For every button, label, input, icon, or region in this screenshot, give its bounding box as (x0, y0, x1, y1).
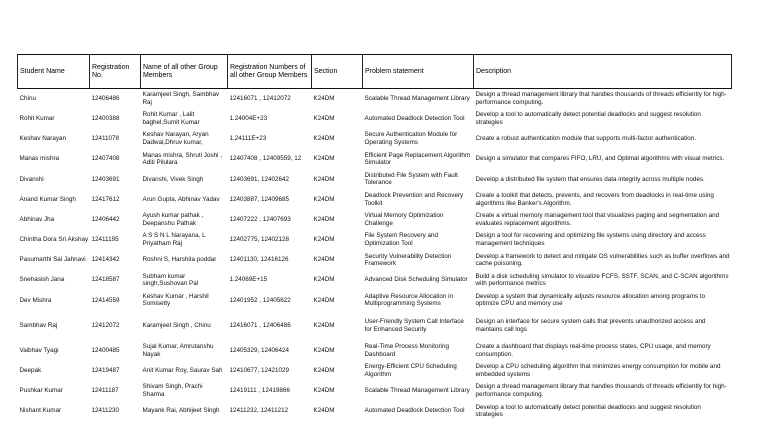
table-row (18, 129, 732, 149)
cell-group-registration-numbers: 12407408 , 12409559, 12 (229, 155, 302, 163)
cell-group-members: Subham kumar singh,Sushovan Pal (142, 272, 199, 288)
cell-registration-no: 12418587 (91, 276, 120, 284)
cell-group-registration-numbers: 12419111 , 12419866 (229, 387, 290, 395)
cell-registration-no: 12411078 (91, 135, 120, 143)
cell-description: Develop a CPU scheduling algorithm that minimizes energy consumption for mobile and embedded systems (475, 363, 721, 378)
cell-group-members: Divanshi, Vivek Singh (142, 175, 204, 183)
cell-section: K24DM (313, 367, 335, 375)
cell-student-name: Anand Kumar Singh (19, 195, 76, 203)
cell-group-registration-numbers: 1.24004E+23 (229, 114, 268, 122)
cell-problem-statement: Secure Authentication Module for Operating Systems (364, 131, 458, 146)
cell-description: Design an interface for secure system calls that prevents unauthorized access and maintains call logs (475, 317, 706, 333)
cell-student-name: Nishant Kumar (19, 407, 62, 415)
table-row (18, 401, 732, 421)
cell-group-registration-numbers: 12401952 , 12405622 (229, 296, 291, 304)
cell-group-registration-numbers: 12411232, 12411212 (229, 407, 289, 415)
table-row (18, 311, 732, 341)
cell-registration-no: 12411230 (91, 407, 120, 415)
header-group-registration-numbers: Registration Numbers of all other Group Members (228, 55, 312, 89)
cell-group-members: Mayank Rai, Abhijeet Singh (142, 407, 220, 415)
cell-section: K24DM (313, 95, 335, 103)
cell-group-registration-numbers: 12410677, 12421029 (229, 367, 290, 375)
cell-group-members: Karamjeet Singh, Sambhav Raj (142, 91, 220, 106)
cell-registration-no: 12411187 (91, 387, 119, 395)
cell-section: K24DM (313, 114, 335, 122)
cell-section: K24DM (313, 195, 335, 203)
cell-problem-statement: File System Recovery and Optimization Tool (364, 232, 438, 247)
cell-problem-statement: Automated Deadlock Detection Tool (364, 114, 465, 122)
cell-description: Design a thread management library that handles thousands of threads efficiently for high-performance computing. (475, 383, 727, 399)
cell-problem-statement: Deadlock Prevention and Recovery Toolkit (364, 191, 464, 207)
cell-group-registration-numbers: 12403887, 12409685 (229, 195, 290, 203)
header-registration-no: Registration No. (90, 55, 141, 89)
cell-group-members: Keshav Narayan, Aryan Dadwal,Dhruv kumar, (142, 131, 209, 146)
cell-group-members: Karamjeet Singh , Chinu (142, 321, 211, 329)
cell-section: K24DM (313, 135, 335, 143)
header-problem-statement: Problem statement (363, 55, 474, 89)
cell-problem-statement: Distributed File System with Fault Tolerance (364, 171, 458, 187)
table-row (18, 230, 732, 250)
cell-problem-statement: User-Friendly System Call Interface for Enhanced Security (364, 317, 464, 333)
cell-student-name: Chintha Dora Sri Akshay (19, 236, 89, 244)
cell-description: Develop a distributed file system that ensures data integrity across multiple nodes. (475, 175, 705, 183)
cell-group-members: Sujal Kumar, Amrutanshu Nayak (142, 343, 214, 358)
cell-section: K24DM (313, 407, 335, 415)
cell-registration-no: 12406442 (91, 215, 120, 223)
cell-student-name: Divanshi (19, 175, 44, 183)
table-row (18, 169, 732, 189)
cell-student-name: Rohit Kumar (19, 114, 55, 122)
cell-problem-statement: Real-Time Process Monitoring Dashboard (364, 343, 449, 358)
cell-group-members: Rohit Kumar , Lalit baghel,Sumit Kumar (142, 111, 200, 126)
cell-student-name: Manas mishra (19, 155, 60, 163)
cell-section: K24DM (313, 215, 335, 223)
cell-registration-no: 12412072 (91, 321, 120, 329)
cell-group-members: Manas mishra, Shruti Joshi , Aditi Pilulara (142, 151, 222, 167)
cell-description: Create a robust authentication module that supports multi-factor authentication. (475, 135, 697, 143)
cell-problem-statement: Advanced Disk Scheduling Simulator (364, 276, 468, 284)
cell-section: K24DM (313, 175, 335, 183)
spreadsheet-page (17, 54, 732, 421)
cell-group-members: Ayush kumar pathak , Deepanshu Pathak (142, 212, 204, 227)
cell-registration-no: 12411195 (91, 236, 119, 244)
cell-group-registration-numbers: 12405329, 12406424 (229, 346, 290, 354)
cell-student-name: Pushkar Kumar (19, 387, 63, 395)
table-row (18, 250, 732, 270)
project-table (17, 54, 732, 421)
cell-problem-statement: Efficient Page Replacement Algorithm Simulator (364, 151, 471, 167)
table-row (18, 149, 732, 169)
cell-section: K24DM (313, 321, 335, 329)
table-row (18, 381, 732, 401)
cell-registration-no: 12414559 (91, 296, 120, 304)
cell-section: K24DM (313, 296, 335, 304)
cell-section: K24DM (313, 346, 335, 354)
cell-group-members: Keshav Kumar , Harshil Somisetty (142, 292, 209, 308)
cell-student-name: Dev Mishra (19, 296, 52, 304)
cell-problem-statement: Scalable Thread Management Library (364, 95, 470, 103)
cell-problem-statement: Energy-Efficient CPU Scheduling Algorithm (364, 363, 457, 378)
table-row (18, 290, 732, 310)
cell-group-members: Anit Kumar Roy, Saurav Sah (142, 367, 223, 375)
cell-group-registration-numbers: 1.24111E+23 (229, 135, 267, 143)
cell-student-name: Pasumarthi Sai Jahnavi (19, 256, 86, 264)
cell-problem-statement: Security Vulnerability Detection Framework (364, 252, 452, 268)
table-body (18, 89, 732, 422)
cell-description: Create a virtual memory management tool that visualizes paging and segmentation and evaluates replacement algorithms. (475, 212, 720, 227)
header-row (18, 55, 732, 89)
cell-section: K24DM (313, 276, 335, 284)
cell-group-registration-numbers: 12402775, 12402128 (229, 236, 290, 244)
cell-section: K24DM (313, 236, 335, 244)
cell-description: Develop a framework to detect and mitigate OS vulnerabilities such as buffer overflows and cache poisoning. (475, 252, 730, 268)
cell-student-name: Snehasish Jana (19, 276, 65, 284)
table-row (18, 361, 732, 381)
table-row (18, 210, 732, 230)
cell-problem-statement: Virtual Memory Optimization Challenge (364, 212, 444, 227)
cell-group-registration-numbers: 1.24069E+15 (229, 276, 268, 284)
cell-student-name: Sambhav Raj (19, 321, 58, 329)
cell-student-name: Deepak (19, 367, 42, 375)
cell-description: Design a thread management library that handles thousands of threads efficiently for high-performance computing. (475, 91, 727, 106)
cell-registration-no: 12400485 (91, 346, 120, 354)
table-row (18, 89, 732, 109)
cell-student-name: Chinu (19, 95, 36, 103)
cell-section: K24DM (313, 155, 335, 163)
cell-registration-no: 12419487 (91, 367, 120, 375)
header-student-name: Student Name (18, 55, 90, 89)
header-group-members: Name of all other Group Members (141, 55, 228, 89)
cell-group-registration-numbers: 12416071 , 12406486 (229, 321, 291, 329)
table-row (18, 270, 732, 290)
cell-description: Develop a system that dynamically adjusts resource allocation among programs to optimize CPU and memory use (475, 292, 706, 308)
cell-student-name: Vaibhav Tyagi (19, 346, 59, 354)
cell-description: Develop a tool to automatically detect potential deadlocks and suggest resolution strategies (475, 111, 701, 126)
cell-registration-no: 12414342 (91, 256, 120, 264)
header-description: Description (474, 55, 732, 89)
cell-group-registration-numbers: 12407222 , 12407693 (229, 215, 291, 223)
cell-registration-no: 12407408 (91, 155, 120, 163)
cell-section: K24DM (313, 387, 335, 395)
cell-description: Design a tool for recovering and optimizing file systems using directory and access management techniques (475, 232, 706, 247)
cell-description: Create a dashboard that displays real-time process states, CPU usage, and memory consumption. (475, 343, 711, 358)
table-row (18, 109, 732, 129)
cell-description: Build a disk scheduling simulator to visualize FCFS, SSTF, SCAN, and C-SCAN algorithms with performance metrics (475, 272, 729, 288)
cell-group-members: Shivam Singh, Prachi Sharma (142, 383, 203, 399)
cell-group-members: Roshni S, Harshita poddar (142, 256, 217, 264)
table-row (18, 341, 732, 361)
cell-group-registration-numbers: 12401130, 12416126 (229, 256, 289, 264)
cell-description: Create a toolkit that detects, prevents, and recovers from deadlocks in real-time using algorithms like Banker's Algorithm. (475, 191, 714, 207)
cell-registration-no: 12406486 (91, 95, 120, 103)
cell-description: Develop a tool to automatically detect potential deadlocks and suggest resolution strategies (475, 403, 701, 419)
cell-student-name: Abhinav Jha (19, 215, 55, 223)
cell-problem-statement: Scalable Thread Management Library (364, 387, 470, 395)
cell-problem-statement: Adaptive Resource Allocation in Multiprogramming Systems (364, 292, 454, 308)
table-row (18, 189, 732, 209)
cell-registration-no: 12400388 (91, 114, 120, 122)
cell-group-members: A S S N L Narayana, L Priyatham Raj (142, 232, 206, 247)
header-section: Section (312, 55, 363, 89)
cell-problem-statement: Automated Deadlock Detection Tool (364, 407, 465, 415)
cell-section: K24DM (313, 256, 335, 264)
cell-group-registration-numbers: 12403691, 12402642 (229, 175, 290, 183)
cell-group-registration-numbers: 12416071 , 12412072 (229, 95, 291, 103)
cell-registration-no: 12417612 (91, 195, 120, 203)
cell-registration-no: 12403691 (91, 175, 120, 183)
cell-student-name: Keshav Narayan (19, 135, 67, 143)
cell-group-members: Arun Gupta, Abhinav Yadav (142, 195, 220, 203)
cell-description: Design a simulator that compares FIFO, LRU, and Optimal algorithms with visual metrics. (475, 155, 725, 163)
